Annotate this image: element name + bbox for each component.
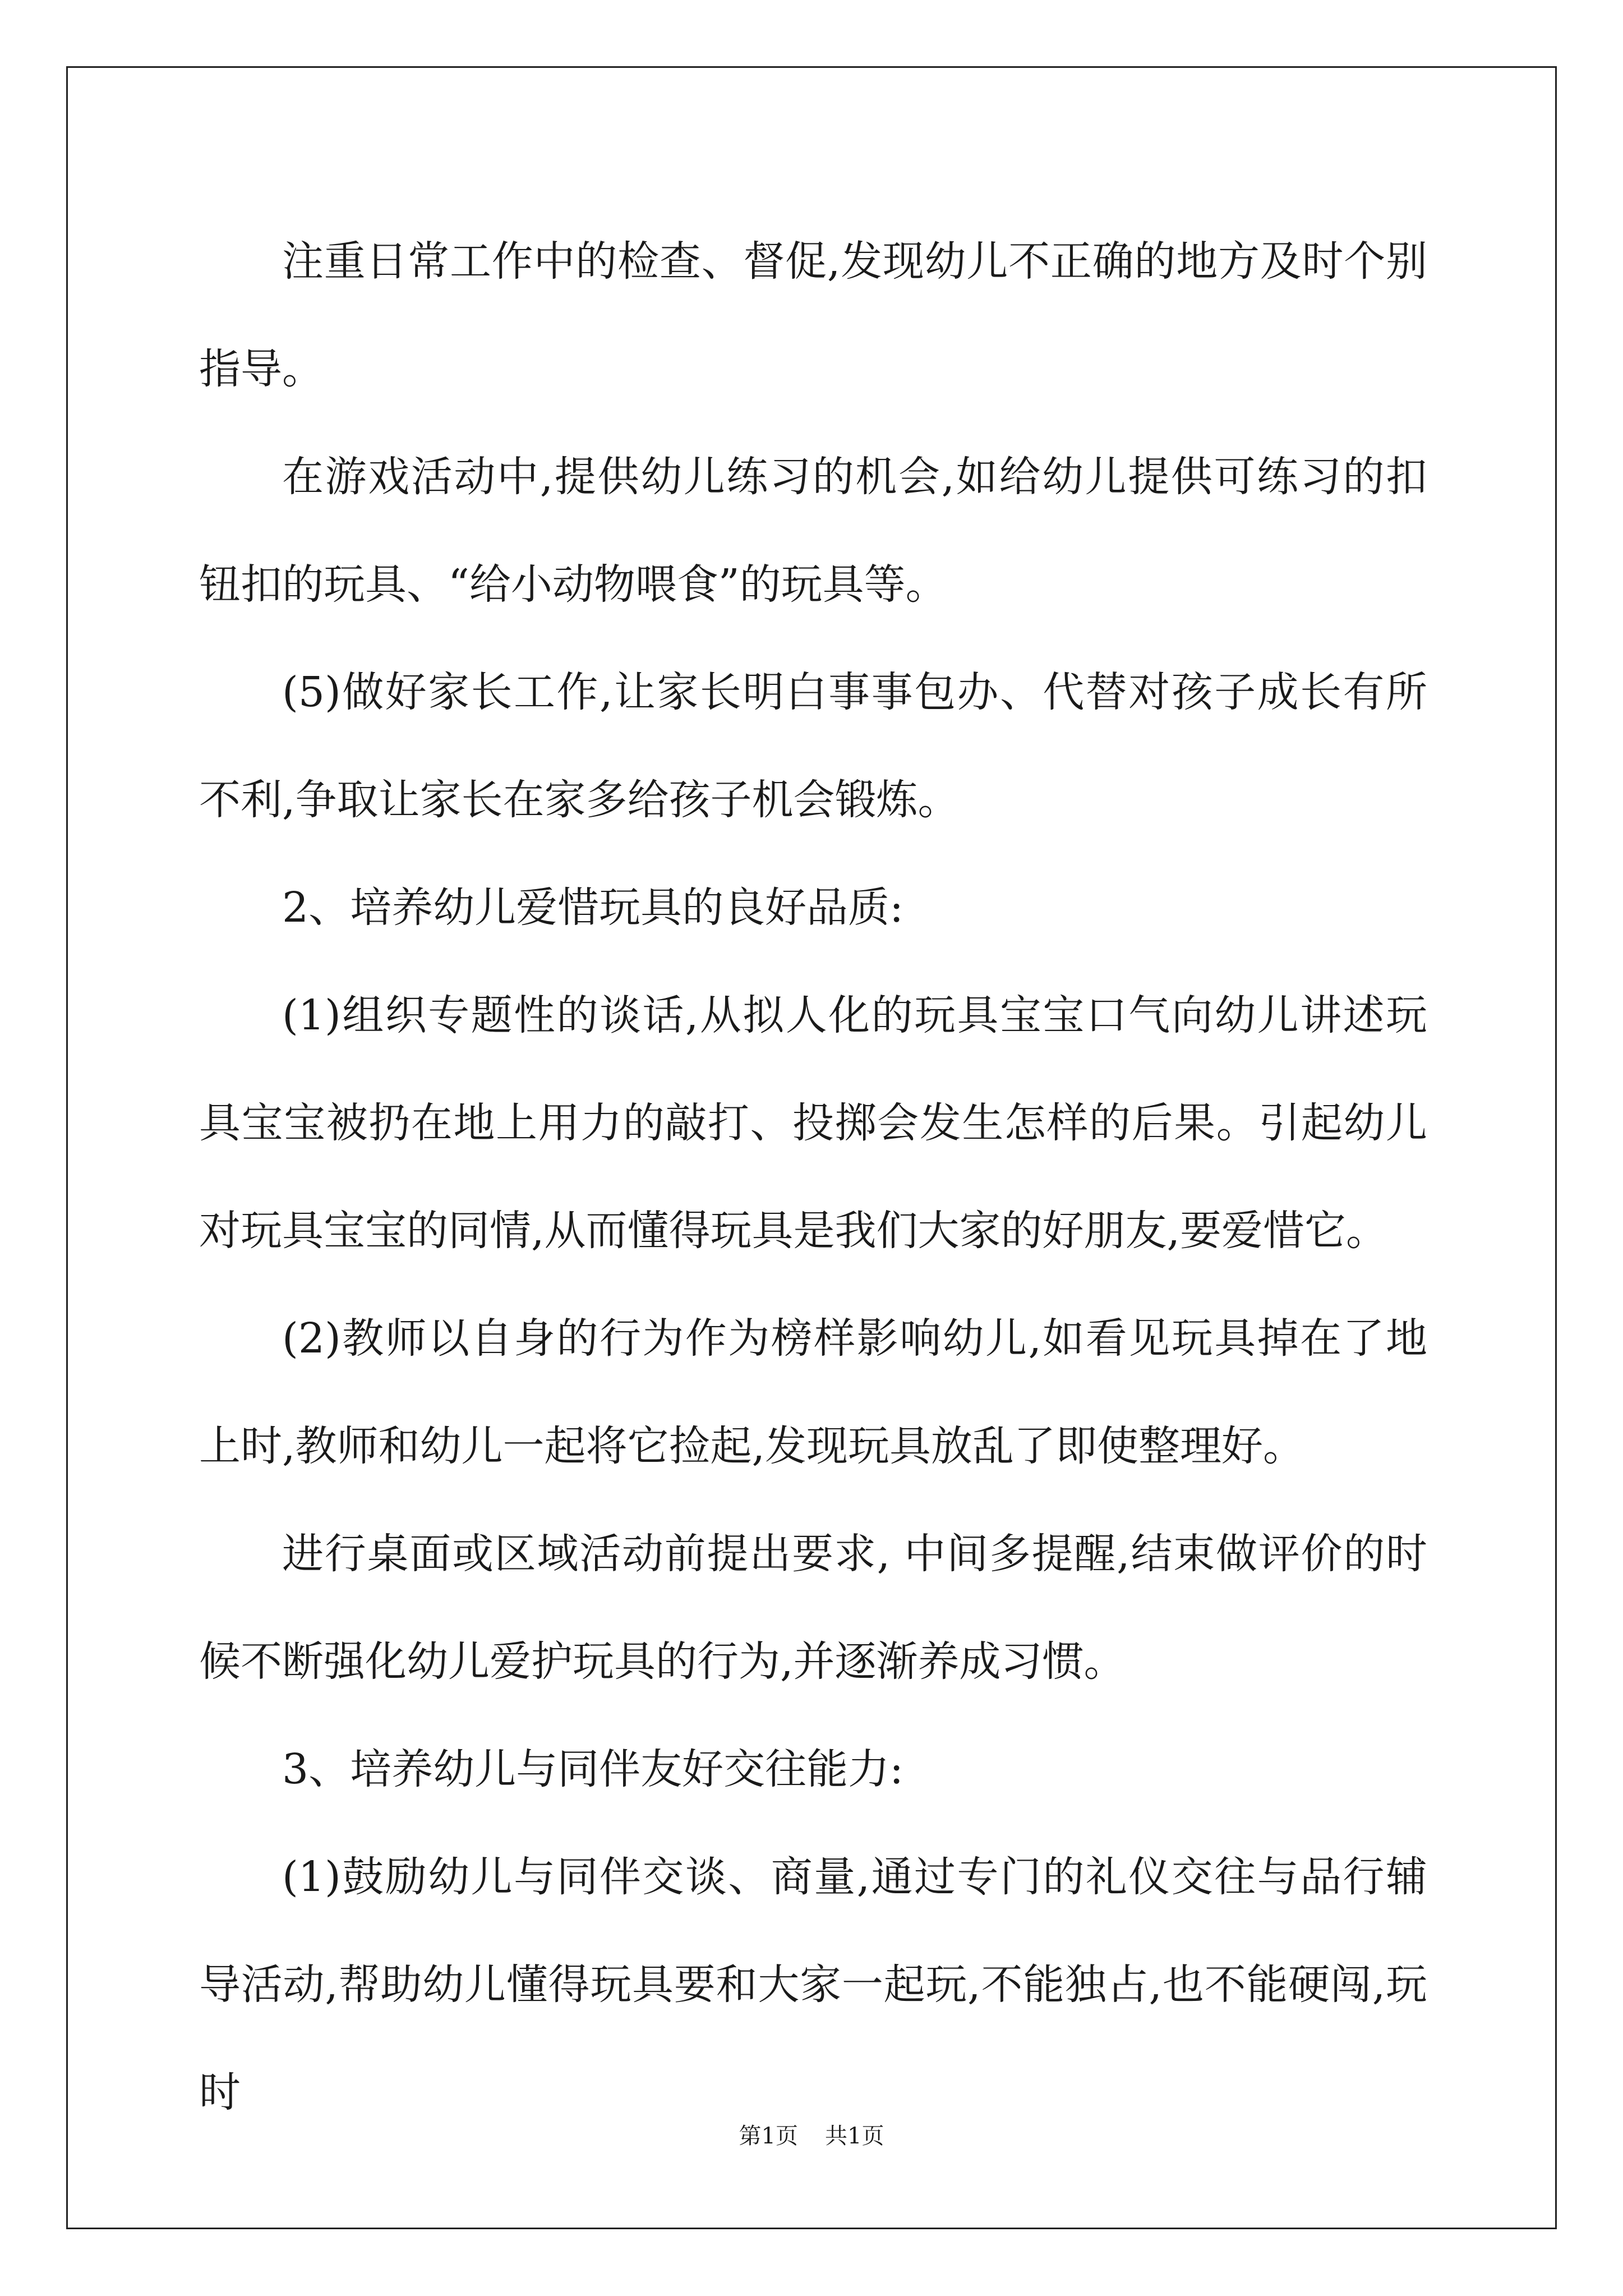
paragraph: (2)教师以自身的行为作为榜样影响幼儿,如看见玩具掉在了地上时,教师和幼儿一起将它捡起,发现玩具放乱了即使整理好。	[199, 1314, 1427, 1470]
paragraph: 3、培养幼儿与同伴友好交往能力:	[282, 1745, 904, 1793]
paragraph: 进行桌面或区域活动前提出要求, 中间多提醒,结束做评价的时候不断强化幼儿爱护玩具的行为,并逐渐养成习惯。	[199, 1530, 1427, 1686]
paragraph: 注重日常工作中的检查、督促,发现幼儿不正确的地方及时个别指导。	[199, 237, 1427, 393]
page-footer	[0, 2119, 1623, 2153]
paragraph: (1)鼓励幼儿与同伴交谈、商量,通过专门的礼仪交往与品行辅导活动,帮助幼儿懂得玩具要和大家一起玩,不能独占,也不能硬闯,玩时	[199, 1853, 1427, 2116]
page-number-total: 共1页	[825, 2123, 884, 2149]
paragraph: 2、培养幼儿爱惜玩具的良好品质:	[282, 884, 904, 932]
paragraph: 在游戏活动中,提供幼儿练习的机会,如给幼儿提供可练习的扣钮扣的玩具、“给小动物喂食”的玩具等。	[199, 453, 1427, 609]
paragraph: (5)做好家长工作,让家长明白事事包办、代替对孩子成长有所不利,争取让家长在家多给孩子机会锻炼。	[199, 668, 1427, 824]
paragraph: (1)组织专题性的谈话,从拟人化的玩具宝宝口气向幼儿讲述玩具宝宝被扔在地上用力的敲打、投掷会发生怎样的后果。引起幼儿对玩具宝宝的同情,从而懂得玩具是我们大家的好朋友,要爱惜它。	[199, 991, 1427, 1255]
page-number-current: 第1页	[739, 2123, 798, 2149]
document-body	[199, 208, 1427, 2146]
